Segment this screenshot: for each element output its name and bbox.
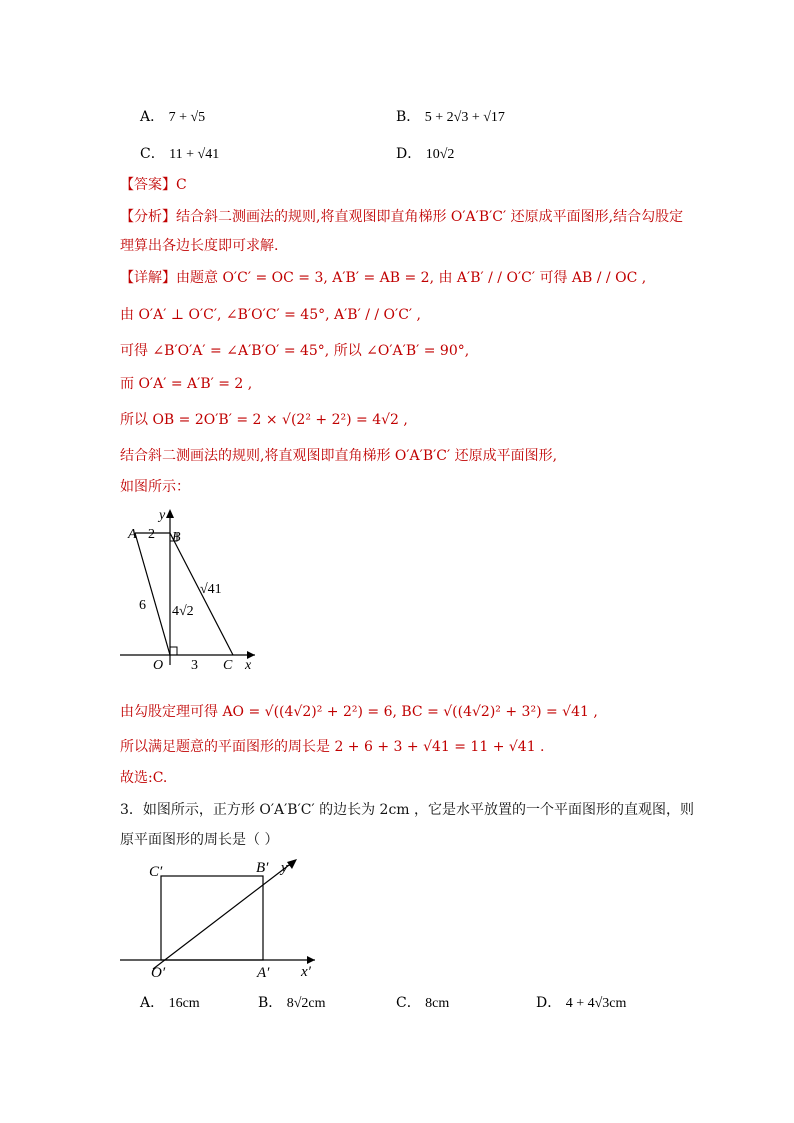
detail-text-10: 故选:C. [120, 770, 168, 786]
analysis-text-1: 结合斜二测画法的规则,将直观图即直角梯形 O′A′B′C′ 还原成平面图形,结合勾股定 [176, 209, 684, 225]
fig2-label-x: x′ [301, 964, 311, 980]
fig1-right-angle-o [170, 647, 177, 655]
detail-text-4: 而 O′A′ = A′B′ = 2 , [120, 376, 253, 392]
fig1-label-y: y [159, 508, 166, 523]
answer-value: C [176, 177, 187, 193]
fig2-label-y: y′ [281, 860, 291, 876]
q3-option-d-value: 4 + 4√3cm [565, 996, 627, 1011]
detail-line-6 [120, 446, 557, 466]
q3-option-b-value: 8√2cm [286, 996, 326, 1011]
detail-line-9 [120, 737, 545, 757]
q3-option-b [258, 993, 326, 1014]
fig1-len-bc: √41 [200, 582, 222, 597]
q3-option-d [536, 993, 626, 1014]
detail-text-9: 所以满足题意的平面图形的周长是 2 + 6 + 3 + √41 = 11 + √41 . [120, 739, 545, 755]
detail-line-2 [120, 305, 421, 325]
q3-option-a-letter: A． [140, 995, 165, 1011]
detail-line-10 [120, 768, 167, 788]
fig2-y-axis [153, 862, 293, 969]
fig2-label-o: O′ [151, 965, 166, 981]
q3-option-c-value: 8cm [425, 996, 450, 1011]
option-c [140, 144, 219, 165]
q3-option-a-value: 16cm [168, 996, 200, 1011]
detail-text-8: 由勾股定理可得 AO = √((4√2)² + 2²) = 6, BC = √((4√2)² + 3²) = √41 , [120, 704, 598, 720]
fig1-len-ab: 2 [148, 527, 155, 542]
option-d-value: 10√2 [425, 147, 455, 162]
option-b-letter: B． [396, 109, 421, 125]
option-c-value: 11 + √41 [169, 147, 220, 162]
option-d [396, 144, 454, 165]
detail-label: 【详解】 [120, 270, 176, 286]
fig2-label-b: B′ [256, 860, 269, 876]
detail-line-8 [120, 702, 598, 722]
option-b [396, 107, 505, 128]
option-a [140, 107, 205, 128]
option-b-value: 5 + 2√3 + √17 [424, 110, 505, 125]
answer-label: 【答案】 [120, 177, 176, 193]
fig1-label-c: C [223, 658, 233, 673]
analysis-label: 【分析】 [120, 209, 176, 225]
fig1-segment-ao [135, 533, 170, 655]
option-a-value: 7 + √5 [168, 110, 206, 125]
detail-text-3: 可得 ∠B′O′A′ = ∠A′B′O′ = 45°, 所以 ∠O′A′B′ = 90°, [120, 343, 470, 359]
detail-text-2: 由 O′A′ ⊥ O′C′, ∠B′O′C′ = 45°, A′B′ / / O′C′ , [120, 307, 421, 323]
detail-line-5 [120, 410, 408, 430]
q3-line-1 [120, 800, 694, 820]
q3-option-a [140, 993, 200, 1014]
option-c-letter: C． [140, 146, 165, 162]
fig2-label-c: C′ [149, 864, 163, 880]
option-d-letter: D． [396, 146, 422, 162]
q3-line-2 [120, 830, 278, 850]
analysis-line-1 [120, 207, 683, 227]
detail-text-7: 如图所示： [120, 479, 190, 495]
fig1-label-x: x [245, 658, 252, 673]
fig1-len-oc: 3 [191, 658, 198, 673]
detail-line-4 [120, 374, 252, 394]
answer-line [120, 175, 187, 195]
fig2-x-arrow [307, 956, 315, 964]
q3-option-b-letter: B． [258, 995, 283, 1011]
figure-2-square [115, 852, 325, 984]
figure-1-trapezoid [115, 505, 265, 675]
fig1-len-ao: 6 [139, 598, 146, 613]
fig1-len-ob: 4√2 [172, 604, 194, 619]
fig2-label-a: A′ [257, 965, 270, 981]
fig1-y-arrow [166, 509, 174, 518]
detail-text-6: 结合斜二测画法的规则,将直观图即直角梯形 O′A′B′C′ 还原成平面图形, [120, 448, 558, 464]
q3-option-c-letter: C． [396, 995, 421, 1011]
detail-text-1: 由题意 O′C′ = OC = 3, A′B′ = AB = 2, 由 A′B′ / / O′C′ 可得 AB / / OC , [176, 270, 647, 286]
detail-line-1 [120, 268, 646, 288]
fig1-label-o: O [153, 658, 164, 673]
detail-line-3 [120, 341, 469, 361]
analysis-line-2 [120, 236, 278, 256]
q3-option-c [396, 993, 449, 1014]
detail-text-5: 所以 OB = 2O′B′ = 2 × √(2² + 2²) = 4√2 , [120, 412, 408, 428]
analysis-text-2: 理算出各边长度即可求解. [120, 238, 279, 254]
fig2-square [161, 876, 263, 960]
fig1-label-b: B [172, 530, 181, 545]
q3-text-2: 原平面图形的周长是（ ） [120, 832, 279, 848]
option-a-letter: A． [140, 109, 165, 125]
q3-text-1: 3．如图所示，正方形 O′A′B′C′ 的边长为 2cm ，它是水平放置的一个平面图形的直观图，则 [120, 802, 695, 818]
fig1-label-a: A [128, 527, 137, 542]
q3-option-d-letter: D． [536, 995, 562, 1011]
detail-line-7 [120, 477, 190, 497]
